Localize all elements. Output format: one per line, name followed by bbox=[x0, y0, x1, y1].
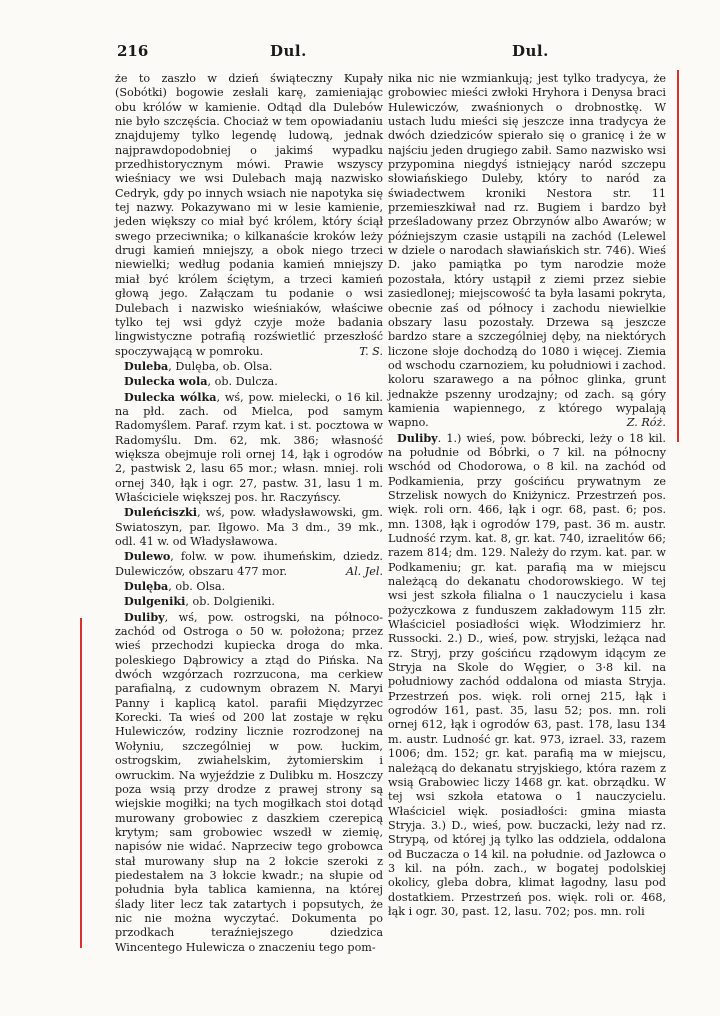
continuation-paragraph: nika nic nie wzmiankują; jest tylko tradycya, że grobowiec mieści zwłoki Hryhora i Denysa braci Hulewiczów, zwaśnionych o drobnostkę. W ustach ludu mieści się jeszcze inna tradycya że dwóch dziedziców spierało się o granicę i że w najściu jeden drugiego zabił. Samo nazwisko wsi przypomina niegdyś istniejący naród szczepu słowiańskiego Duleby, który to naród za świadectwem kroniki Nestora str. 11 przemieszkiwał nad rz. Bugiem i bardzo był prześladowany przez Obrzynów albo Awarów; w późniejszym czasie ustąpili na zachód (Lelewel w dziele o narodach sławiańskich str. 746). Wieś D. jako pamiątka po tym narodzie może pozostała, który ustąpił z ziemi przez siebie zasiedlonej; miejscowość ta była lasami pokryta, obecnie zaś od północy i zachodu niewielkie obszary lasu pozostały. Drzewa są jeszcze bardzo stare a szczególniej dęby, na niektórych liczone słoje dochodzą do 1080 i więcej. Ziemia od wschodu czarnoziem, ku południowi i zachod. koloru szarawego a na północ glinka, grunt jednakże pszenny urodzajny; od zach. są góry kamienia wapiennego, z którego wypalają wapno. Z. Róż. bbox=[388, 72, 666, 430]
entry-term: Dulecka wólka bbox=[124, 389, 217, 404]
continuation-paragraph: że to zaszło w dzień świąteczny Kupały (Sobótki) bogowie zesłali karę, zamieniając obu królów w kamienie. Odtąd dla Dulebów nie było szczęścia. Chociaż w tem opowiadaniu znajdujemy tylko legendę ludową, jednak najprawdopodobniej o jakimś wypadku przedhistorycznym mówi. Prawie wszyscy wieśniacy we wsi Dulebach mają nazwisko Cedryk, gdy po innych wsiach nie napotyka się tej nazwy. Pokazywano mi w lesie kamienie, jeden większy co miał być królem, który ściął swego przeciwnika; o kilkanaście kroków leży drugi kamień mniejszy, a obok niego trzeci niewielki; według podania kamień mniejszy miał być królem ściętym, a trzeci kamień głową jego. Załączam tu podanie o wsi Dulebach i nazwisko wieśniaków, właściwe tylko tej wsi gdyż czyje może badania lingwistyczne potrafią rozświetlić przeszłość spoczywającą w pomroku. T. S. bbox=[115, 72, 383, 358]
running-title-left: Dul. bbox=[270, 42, 307, 60]
page-number: 216 bbox=[117, 42, 149, 60]
left-column bbox=[115, 72, 383, 955]
entry-dulecka-wola: Dulecka wola, ob. Dulcza. bbox=[124, 374, 278, 389]
author-signature: Z. Róż. bbox=[626, 416, 666, 430]
entry-term: Duliby bbox=[397, 430, 438, 445]
entry-term: Duleba bbox=[124, 358, 169, 373]
entry-term: Dulewo bbox=[124, 549, 171, 564]
entry-term: Dulgeniki bbox=[124, 594, 186, 609]
right-column bbox=[388, 72, 666, 919]
running-title-right: Dul. bbox=[512, 42, 549, 60]
author-signature: T. S. bbox=[359, 344, 383, 358]
entry-term: Dulęba bbox=[124, 579, 169, 594]
page-header bbox=[0, 42, 720, 62]
entry-duleba: Duleba, Dulęba, ob. Olsa. bbox=[124, 358, 273, 373]
margin-mark-right bbox=[677, 70, 679, 442]
entry-term: Duliby bbox=[124, 609, 165, 624]
entry-dulewo: Dulewo, folw. w pow. ihumeńskim, dziedz. Dulewiczów, obszaru 477 mor. Al. Jel. bbox=[115, 549, 383, 578]
author-signature: Al. Jel. bbox=[345, 564, 383, 578]
entry-term: Duleńciszki bbox=[124, 505, 198, 520]
margin-mark-left bbox=[80, 618, 82, 948]
entry-term: Dulecka wola bbox=[124, 374, 208, 389]
entry-dulgeniki: Dulgeniki, ob. Dolgieniki. bbox=[124, 594, 275, 609]
entry-duliby-ostrogski: Duliby, wś, pow. ostrogski, na północo-zachód od Ostroga o 50 w. położona; przez wieś przechodzi kupiecka droga do mka. poleskiego Dąbrowicy a ztąd do Pińska. Na dwóch wzgórzach rozrzucona, ma cerkiew parafialną, z cudownym obrazem N. Maryi Panny i kaplicą katol. parafii Międzyrzec Korecki. Ta wieś od 200 lat zostaje w ręku Hulewiczów, rodziny licznie rozrodzonej na Wołyniu, szczególniej w pow. łuckim, ostrogskim, zwiahelskim, żytomierskim i owruckim. Na wyjeździe z Dulibku m. Hoszczy poza wsią przy drodze z prawej strony są wiejskie mogiłki; na tych mogiłkach stoi dotąd murowany grobowiec z daszkiem czerepicą krytym; sam grobowiec wszedł w ziemię, napisów nie widać. Naprzeciw tego grobowca stał murowany słup na 2 łokcie szeroki z piedestałem na 3 łokcie kwadr.; na słupie od południa była tablica kamienna, na której ślady liter lecz tak zatartych i popsutych, że nic nie można wyczytać. Dokumenta po przodkach teraźniejszego dziedzica Wincentego Hulewicza o znaczeniu tego pom- bbox=[115, 609, 383, 954]
entry-duleba-2: Dulęba, ob. Olsa. bbox=[124, 579, 226, 594]
entry-dulecka-wolka: Dulecka wólka, wś, pow. mielecki, o 16 kil. na płd. zach. od Mielca, pod samym Radomyślem. Paraf. rzym kat. i st. pocztowa w Radomyślu. Dm. 62, mk. 386; własność większa obejmuje roli ornej 14, łąk i ogrodów 2, pastwisk 2, lasu 65 mor.; własn. mniej. roli ornej 340, łąk i ogr. 27, pastw. 31, lasu 1 m. Właściciele większej pos. hr. Raczyńscy. bbox=[115, 389, 383, 504]
entry-dulenciszki: Duleńciszki, wś, pow. władysławowski, gm. Swiatoszyn, par. Iłgowo. Ma 3 dm., 39 mk., odl. 41 w. od Władysławowa. bbox=[115, 505, 383, 548]
entry-duliby: Duliby. 1.) wieś, pow. bóbrecki, leży o 18 kil. na południe od Bóbrki, o 7 kil. na północny wschód od Chodorowa, o 8 kil. na zachód od Podkamienia, przy gościńcu prywatnym ze Strzelisk nowych do Kniżynicz. Przestrzeń pos. więk. roli orn. 466, łąk i ogr. 68, past. 6; pos. mn. 1308, łąk i ogrodów 179, past. 36 m. austr. Ludność rzym. kat. 8, gr. kat. 740, izraelitów 66; razem 814; dm. 129. Należy do rzym. kat. par. w Podkameniu; gr. kat. parafią ma w miejscu należącą do dekanatu chodorowskiego. W tej wsi jest szkoła filialna o 1 nauczycielu i kasa pożyczkowa z funduszem zakładowym 115 złr. Właściciel posiadłości więk. Włodzimierz hr. Russocki. 2.) D., wieś, pow. stryjski, leżąca nad rz. Stryj, przy gościńcu rządowym idącym ze Stryja na Skole do Węgier, o 3·8 kil. na południowy zachód oddalona od miasta Stryja. Przestrzeń pos. więk. roli ornej 215, łąk i ogrodów 161, past. 35, lasu 52; pos. mn. roli ornej 612, łąk i ogrodów 63, past. 178, lasu 134 m. austr. Ludność gr. kat. 973, izrael. 33, razem 1006; dm. 152; gr. kat. parafią ma w miejscu, należącą do dekanatu stryjskiego, która razem z wsią Grabowiec liczy 1468 gr. kat. obrządku. W tej wsi szkoła etatowa o 1 nauczycielu. Właściciel więk. posiadłości: gmina miasta Stryja. 3.) D., wieś, pow. buczacki, leży nad rz. Strypą, od której ją tylko las oddziela, oddalona od Buczacza o 14 kil. na południe. od Jazłowca o 3 kil. na półn. zach., w bogatej podolskiej okolicy, gleba dobra, klimat łagodny, lasu pod dostatkiem. Przestrzeń pos. więk. roli or. 468, łąk i ogr. 30, past. 12, lasu. 702; pos. mn. roli bbox=[388, 430, 666, 918]
